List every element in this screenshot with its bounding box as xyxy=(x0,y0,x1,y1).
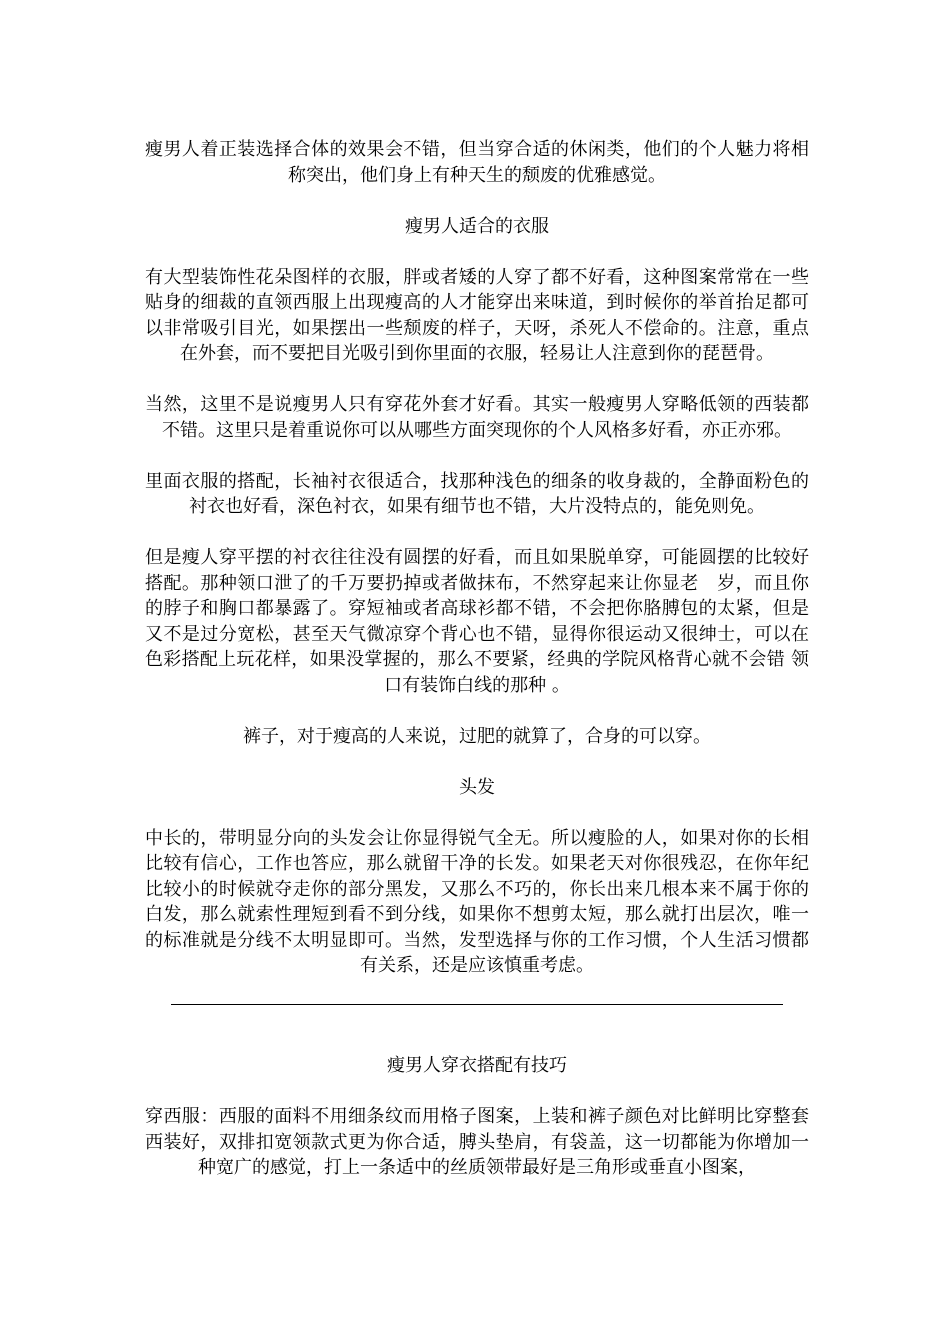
section-heading-tips: 瘦男人穿衣搭配有技巧 xyxy=(387,1055,567,1076)
intro-paragraph: 瘦男人着正装选择合体的效果会不错，但当穿合适的休闲类，他们的个人魅力将相称突出，他们身上有种天生的颓废的优雅感觉。 xyxy=(145,139,809,186)
paragraph-trousers: 裤子，对于瘦高的人来说，过肥的就算了，合身的可以穿。 xyxy=(243,725,711,747)
paragraph-flower-pattern: 有大型装饰性花朵图样的衣服，胖或者矮的人穿了都不好看，这种图案常常在一些贴身的细裁的直领西服上出现瘦高的人才能穿出来味道，到时候你的举首抬足都可以非常吸引目光，如果摆出一些颓废的样子，天呀，杀死人不偿命的。注意，重点在外套，而不要把目光吸引到你里面的衣服，轻易让人注意到你的琵琶骨。 xyxy=(145,266,809,364)
paragraph-suit-tips: 穿西服：西服的面料不用细条纹而用格子图案，上装和裤子颜色对比鲜明比穿整套西装好，双排扣宽领款式更为你合适，膊头垫肩，有袋盖，这一切都能为你增加一种宽广的感觉，打上一条适中的丝质领带最好是三角形或垂直小图案， xyxy=(145,1106,809,1178)
paragraph-low-collar-suit: 当然，这里不是说瘦男人只有穿花外套才好看。其实一般瘦男人穿略低领的西装都不错。这里只是着重说你可以从哪些方面突现你的个人风格多好看，亦正亦邪。 xyxy=(145,394,809,441)
paragraph-shirt-hem: 但是瘦人穿平摆的衬衣往往没有圆摆的好看，而且如果脱单穿，可能圆摆的比较好搭配。那种领口泄了的千万要扔掉或者做抹布，不然穿起来让你显老 岁，而且你的脖子和胸口都暴露了。穿短袖或者高球衫都不错，不会把你胳膊包的太紧，但是又不是过分宽松，甚至天气微凉穿个背心也不错，显得你很运动又很绅士，可以在色彩搭配上玩花样，如果没掌握的，那么不要紧，经典的学院风格背心就不会错 领口有装饰白线的那种 。 xyxy=(145,547,809,696)
section-heading-clothes: 瘦男人适合的衣服 xyxy=(405,215,549,237)
paragraph-shirt-matching: 里面衣服的搭配，长袖衬衣很适合，找那种浅色的细条的收身裁的，全静面粉色的衬衣也好看，深色衬衣，如果有细节也不错，大片没特点的，能免则免。 xyxy=(145,470,809,517)
paragraph-hair: 中长的，带明显分向的头发会让你显得锐气全无。所以瘦脸的人，如果对你的长相比较有信心，工作也答应，那么就留干净的长发。如果老天对你很残忍，在你年纪比较小的时候就夺走你的部分黑发，又那么不巧的，你长出来几根本来不属于你的白发，那么就索性理短到看不到分线，如果你不想剪太短，那么就打出层次，唯一的标准就是分线不太明显即可。当然，发型选择与你的工作习惯，个人生活习惯都有关系，还是应该慎重考虑。 xyxy=(145,827,809,976)
section-heading-hair: 头发 xyxy=(459,776,495,798)
document-page xyxy=(145,137,809,1181)
horizontal-divider xyxy=(171,1004,783,1005)
